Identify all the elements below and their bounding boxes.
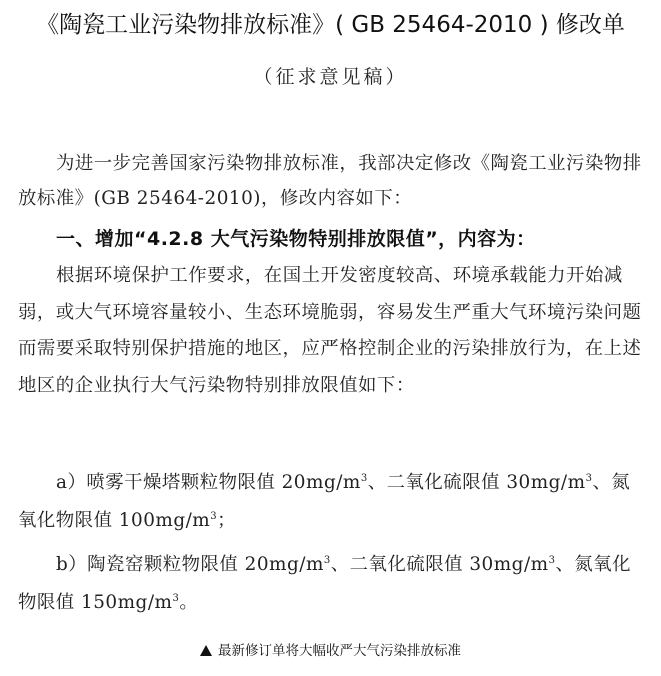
unit-exponent: 3 <box>548 554 556 566</box>
unit-exponent: 3 <box>360 472 368 484</box>
item-b-mid2: 、氮氧化物限值 150mg/m <box>18 554 632 613</box>
item-a-suffix: ； <box>217 510 237 531</box>
item-b-prefix: b）陶瓷窑颗粒物限值 20mg/m <box>56 554 324 575</box>
item-a-mid2: 、氮氧化物限值 100mg/m <box>18 472 631 531</box>
section-heading: 一、增加“4.2.8 大气污染物特别排放限值”，内容为： <box>56 228 536 250</box>
item-a-paragraph <box>18 464 643 540</box>
document-title: 《陶瓷工业污染物排放标准》( GB 25464-2010 ) 修改单 <box>36 12 625 38</box>
unit-exponent: 3 <box>323 554 331 566</box>
body-paragraph: 根据环境保护工作要求，在国土开发密度较高、环境承载能力开始减弱，或大气环境容量较小、生态环境脆弱，容易发生严重大气环境污染问题而需要采取特别保护措施的地区，应严格控制企业的污染排放行为，在上述地区的企业执行大气污染物特别排放限值如下： <box>18 265 642 396</box>
unit-exponent: 3 <box>172 592 180 604</box>
unit-exponent: 3 <box>210 510 218 522</box>
intro-paragraph: 为进一步完善国家污染物排放标准，我部决定修改《陶瓷工业污染物排放标准》(GB 25464-2010)，修改内容如下： <box>18 153 642 209</box>
item-a-mid1: 、二氧化硫限值 30mg/m <box>367 472 586 493</box>
image-caption <box>0 640 661 676</box>
item-b-paragraph <box>18 546 643 622</box>
item-b-mid1: 、二氧化硫限值 30mg/m <box>330 554 549 575</box>
unit-exponent: 3 <box>585 472 593 484</box>
caption-text: 最新修订单将大幅收严大气污染排放标准 <box>218 643 461 659</box>
item-a-prefix: a）喷雾干燥塔颗粒物限值 20mg/m <box>56 472 361 493</box>
item-b-suffix: 。 <box>179 592 199 613</box>
triangle-up-icon <box>200 645 212 656</box>
document-subtitle: （征求意见稿） <box>253 66 408 88</box>
